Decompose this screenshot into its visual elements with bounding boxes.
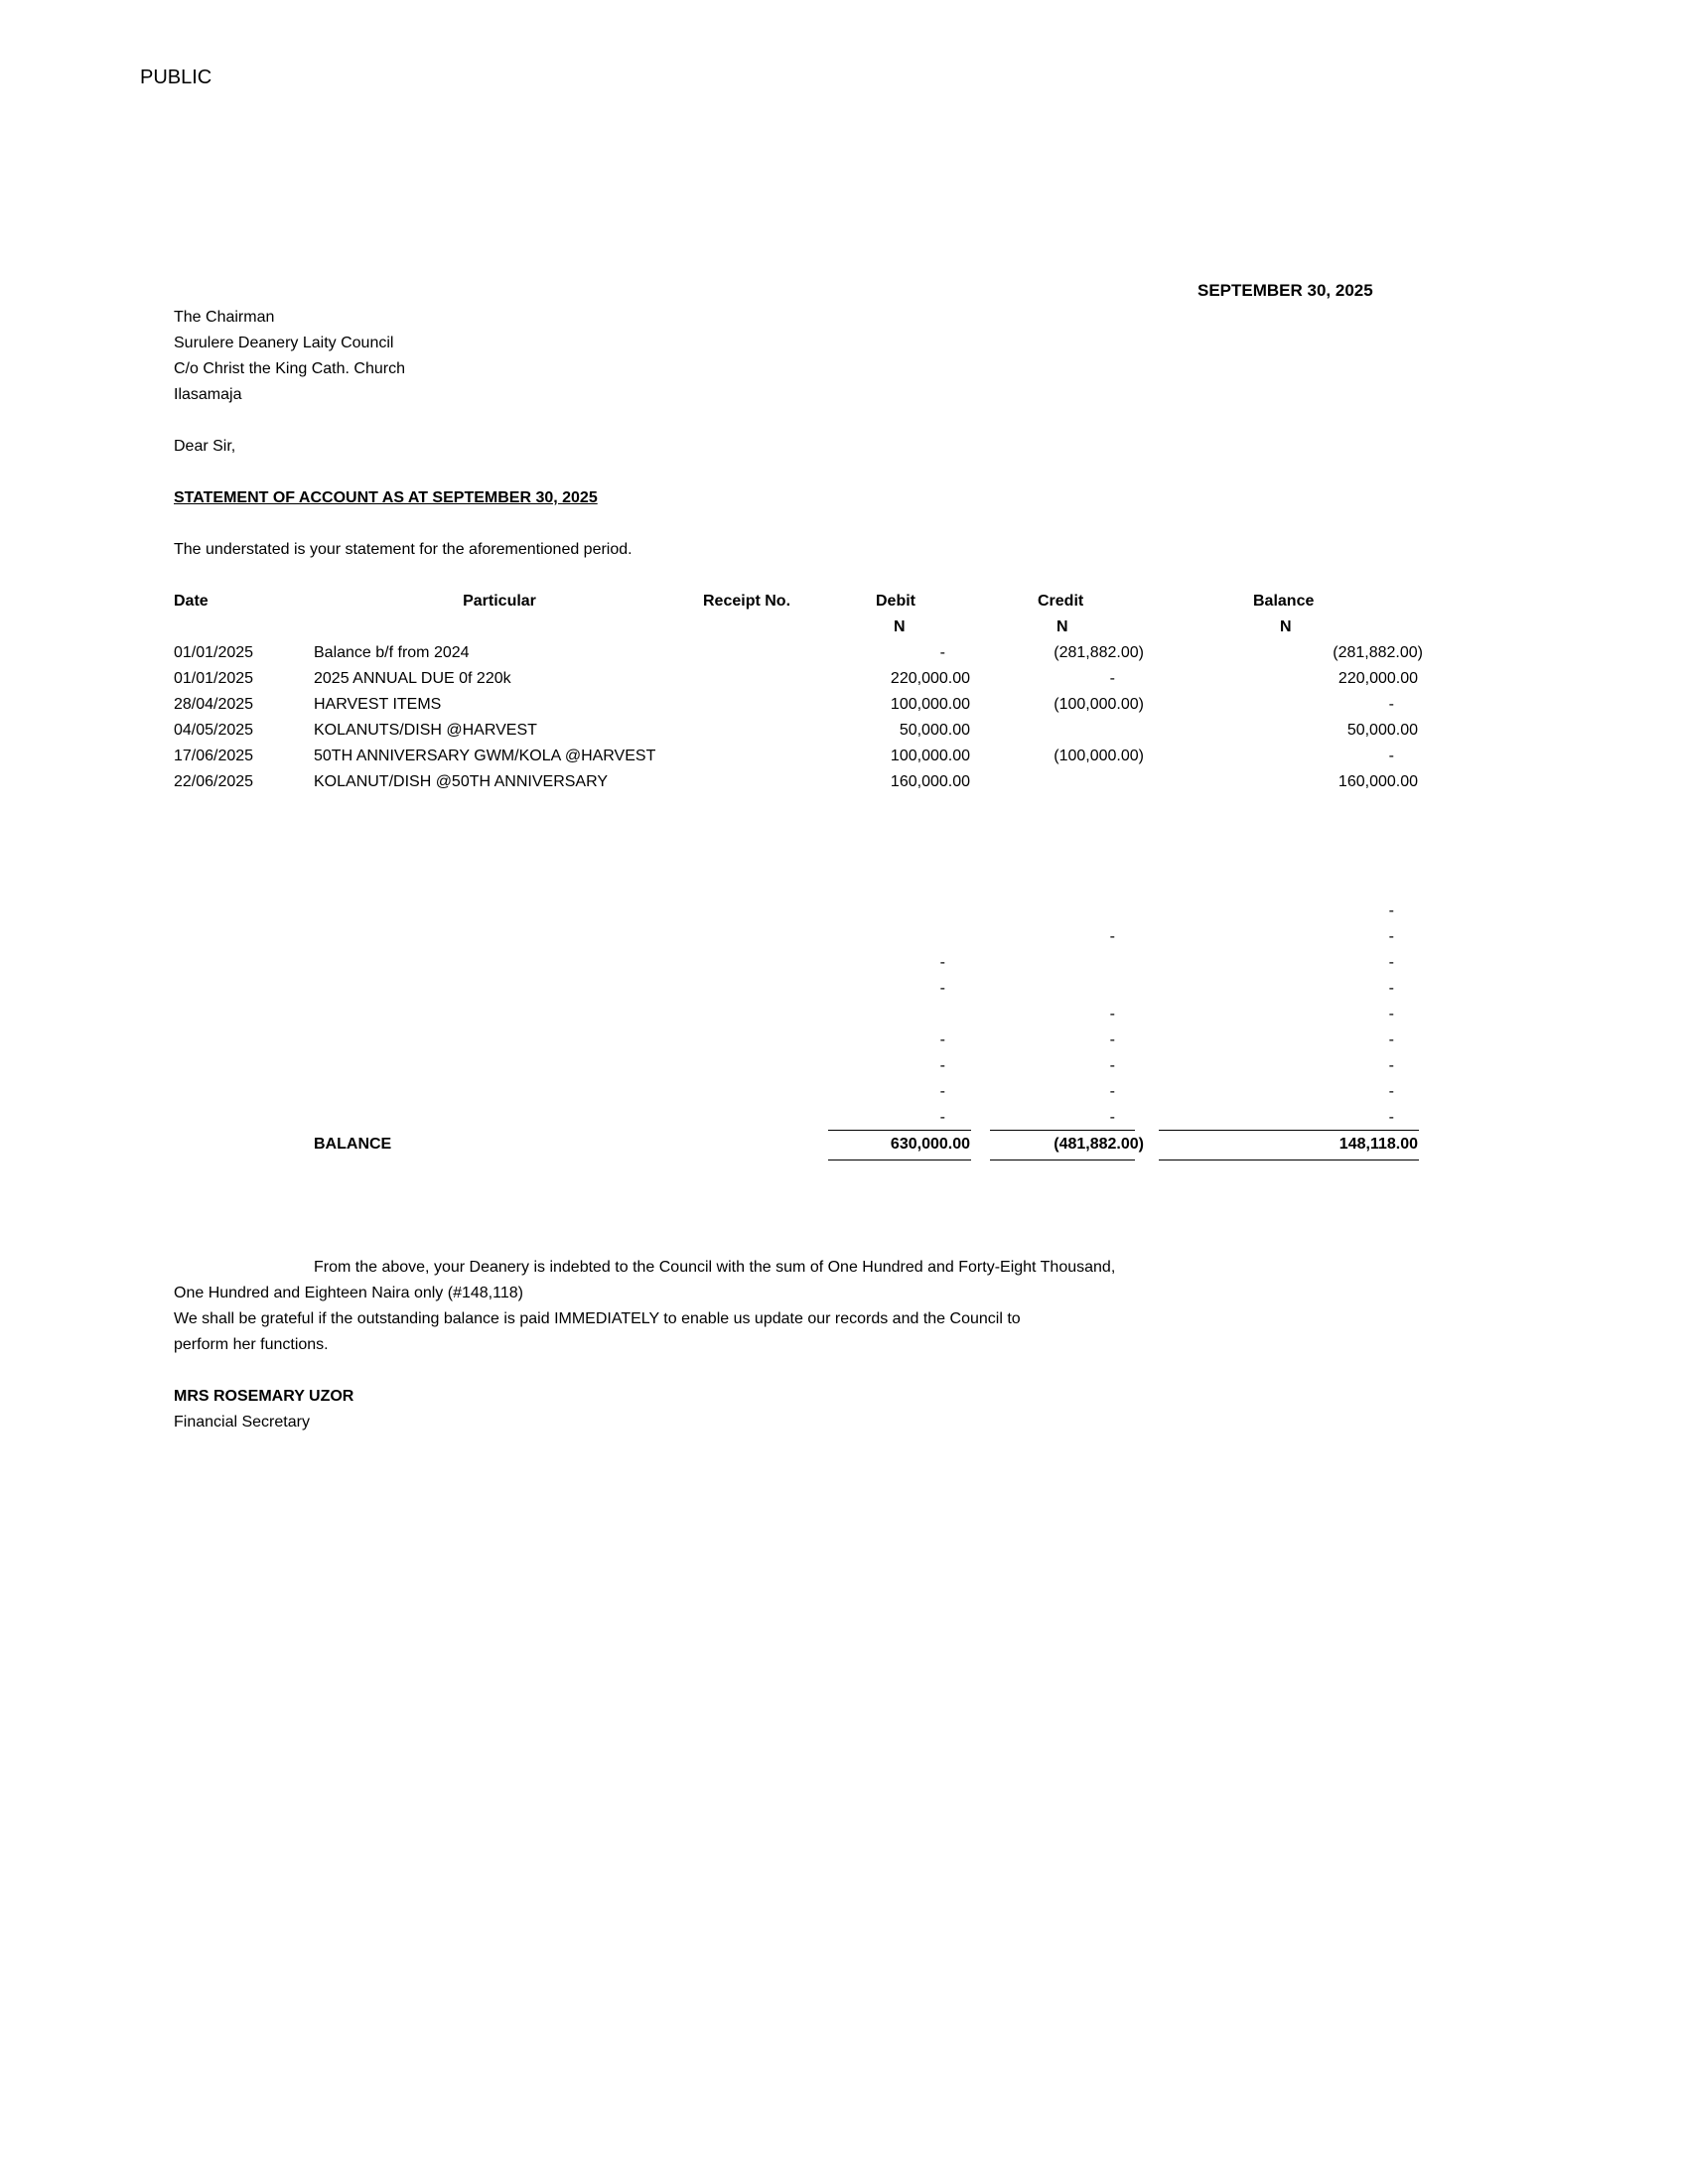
salutation: Dear Sir,: [174, 438, 236, 455]
recipient-line: Ilasamaja: [174, 386, 242, 403]
row-debit: -: [939, 1057, 945, 1074]
classification-label: PUBLIC: [140, 67, 212, 88]
totals-label: BALANCE: [314, 1136, 392, 1153]
row-balance: -: [1388, 696, 1394, 713]
row-balance: -: [1388, 928, 1394, 945]
row-date: 17/06/2025: [174, 748, 254, 764]
row-debit: 160,000.00: [890, 773, 970, 790]
row-particular: Balance b/f from 2024: [314, 644, 470, 661]
row-particular: HARVEST ITEMS: [314, 696, 442, 713]
row-balance: 50,000.00: [1346, 722, 1418, 739]
row-debit: -: [939, 954, 945, 971]
header-debit-currency: N: [894, 618, 906, 635]
row-debit: -: [939, 1083, 945, 1100]
closing-line: From the above, your Deanery is indebted to the Council with the sum of One Hundred and Forty-Eight Thousand,: [314, 1259, 1116, 1276]
row-date: 22/06/2025: [174, 773, 254, 790]
header-particular: Particular: [463, 593, 536, 610]
row-debit: 100,000.00: [890, 748, 970, 764]
row-credit: -: [1109, 1031, 1115, 1048]
row-credit: -: [1109, 670, 1115, 687]
header-balance: Balance: [1253, 593, 1315, 610]
row-balance: 160,000.00: [1337, 773, 1418, 790]
statement-subject: STATEMENT OF ACCOUNT AS AT SEPTEMBER 30, 2025: [174, 489, 598, 506]
row-particular: KOLANUTS/DISH @HARVEST: [314, 722, 537, 739]
row-credit: -: [1109, 1083, 1115, 1100]
row-credit: -: [1109, 1109, 1115, 1126]
closing-line: perform her functions.: [174, 1336, 329, 1353]
row-debit: 220,000.00: [890, 670, 970, 687]
row-particular: 2025 ANNUAL DUE 0f 220k: [314, 670, 511, 687]
row-debit: -: [939, 1109, 945, 1126]
row-balance: (281,882.00): [1333, 644, 1423, 661]
header-date: Date: [174, 593, 209, 610]
row-credit: -: [1109, 928, 1115, 945]
row-date: 01/01/2025: [174, 644, 254, 661]
signatory-title: Financial Secretary: [174, 1414, 310, 1431]
row-balance: -: [1388, 902, 1394, 919]
recipient-line: Surulere Deanery Laity Council: [174, 335, 394, 351]
row-balance: -: [1388, 1031, 1394, 1048]
credit-total-rule-top: [990, 1130, 1135, 1131]
row-debit: -: [939, 980, 945, 997]
row-balance: -: [1388, 980, 1394, 997]
row-particular: KOLANUT/DISH @50TH ANNIVERSARY: [314, 773, 609, 790]
total-credit: (481,882.00): [1054, 1136, 1144, 1153]
row-debit: -: [939, 644, 945, 661]
row-credit: (100,000.00): [1054, 696, 1144, 713]
header-debit: Debit: [876, 593, 915, 610]
row-balance: -: [1388, 748, 1394, 764]
row-credit: -: [1109, 1057, 1115, 1074]
row-particular: 50TH ANNIVERSARY GWM/KOLA @HARVEST: [314, 748, 656, 764]
row-balance: -: [1388, 1083, 1394, 1100]
row-balance: -: [1388, 1006, 1394, 1023]
row-balance: -: [1388, 1109, 1394, 1126]
signatory-name: MRS ROSEMARY UZOR: [174, 1388, 354, 1405]
row-credit: (281,882.00): [1054, 644, 1144, 661]
total-balance: 148,118.00: [1338, 1136, 1418, 1153]
row-balance: -: [1388, 954, 1394, 971]
closing-line: One Hundred and Eighteen Naira only (#148,118): [174, 1285, 523, 1301]
header-balance-currency: N: [1280, 618, 1292, 635]
intro-text: The understated is your statement for the aforementioned period.: [174, 541, 633, 558]
row-balance: -: [1388, 1057, 1394, 1074]
row-date: 28/04/2025: [174, 696, 254, 713]
recipient-line: The Chairman: [174, 309, 275, 326]
row-date: 01/01/2025: [174, 670, 254, 687]
row-credit: (100,000.00): [1054, 748, 1144, 764]
balance-total-rule-top: [1159, 1130, 1419, 1131]
header-credit: Credit: [1038, 593, 1084, 610]
closing-line: We shall be grateful if the outstanding balance is paid IMMEDIATELY to enable us update our records and the Council to: [174, 1310, 1021, 1327]
row-debit: 100,000.00: [890, 696, 970, 713]
row-date: 04/05/2025: [174, 722, 254, 739]
letter-date: SEPTEMBER 30, 2025: [1197, 281, 1373, 300]
row-debit: 50,000.00: [899, 722, 970, 739]
header-receipt: Receipt No.: [703, 593, 791, 610]
recipient-line: C/o Christ the King Cath. Church: [174, 360, 405, 377]
header-credit-currency: N: [1056, 618, 1068, 635]
row-balance: 220,000.00: [1337, 670, 1418, 687]
row-credit: -: [1109, 1006, 1115, 1023]
row-debit: -: [939, 1031, 945, 1048]
total-debit: 630,000.00: [890, 1136, 970, 1153]
debit-total-rule-top: [828, 1130, 971, 1131]
